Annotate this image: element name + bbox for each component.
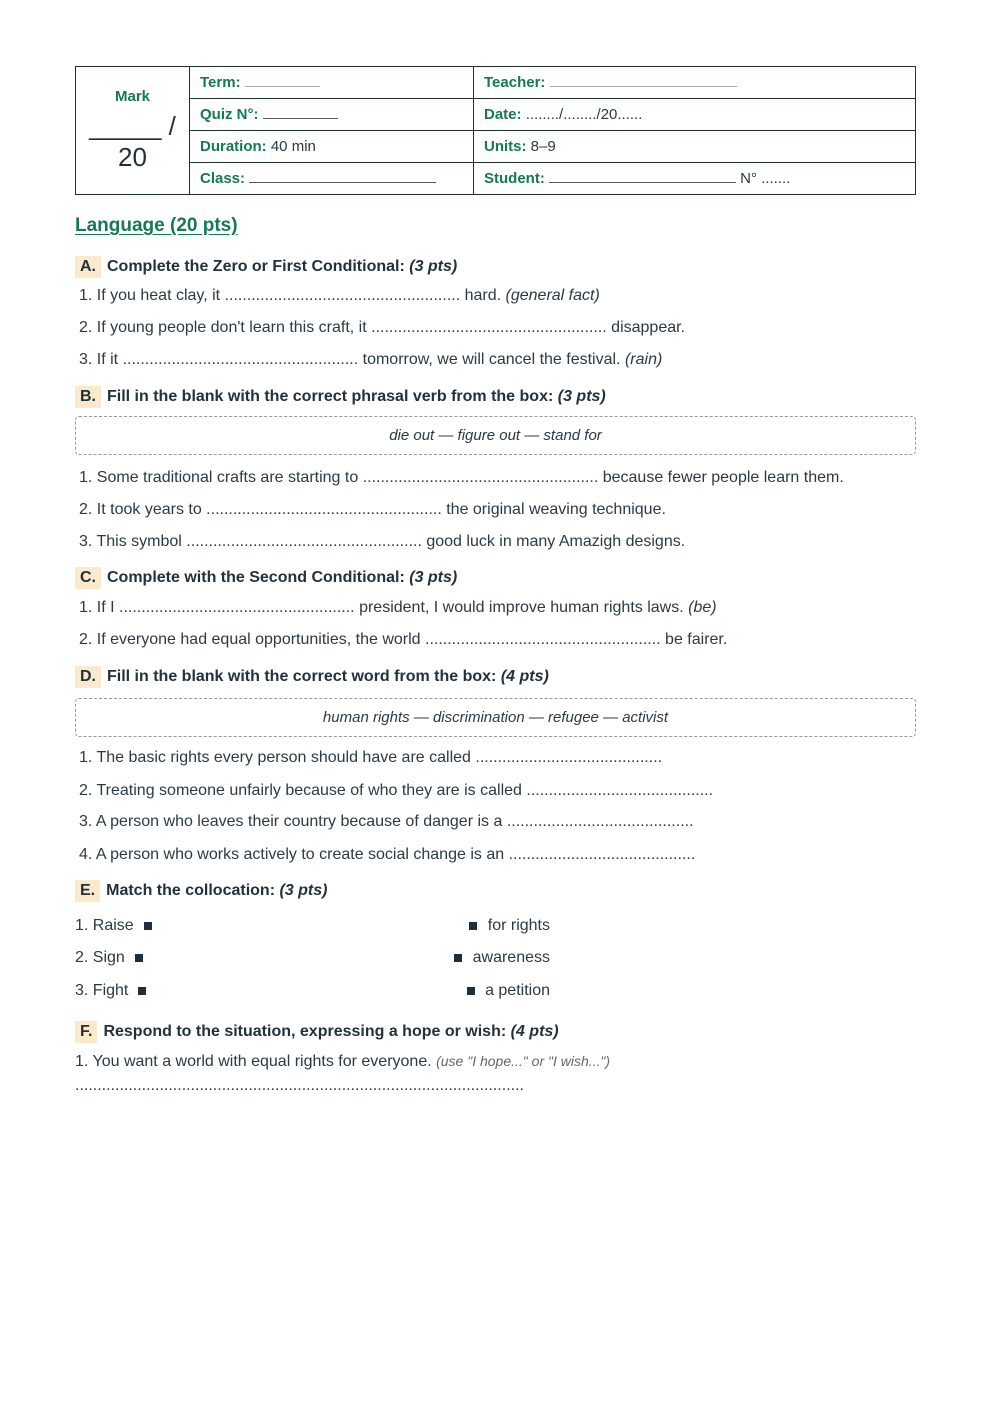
question-b-points: (3 pts) (557, 388, 606, 405)
question-letter: F. (75, 1021, 97, 1043)
list-item[interactable] (79, 599, 717, 617)
class-cell (190, 163, 474, 195)
header-table (75, 66, 916, 195)
match-left-label: 1. Raise (75, 917, 134, 934)
question-f-points: (4 pts) (510, 1023, 559, 1040)
question-letter: C. (75, 567, 101, 589)
item-hint: (rain) (624, 351, 663, 368)
match-left-label: 2. Sign (75, 949, 125, 966)
quiz-label: Quiz N°: (200, 106, 259, 123)
question-d-title: Fill in the blank with the correct word from the box: (107, 668, 497, 685)
match-right-item[interactable] (448, 949, 550, 967)
student-label: Student: (484, 170, 545, 187)
question-letter: D. (75, 666, 101, 688)
item-hint: (use "I hope..." or "I wish...") (436, 1053, 611, 1069)
item-text: 1. If you heat clay, it ..................................................... hard. (79, 287, 502, 304)
mark-cell (76, 67, 190, 195)
match-dot[interactable] (454, 954, 462, 962)
class-label: Class: (200, 170, 246, 187)
question-c-heading (75, 567, 457, 589)
question-letter: E. (75, 880, 100, 902)
match-dot[interactable] (467, 987, 475, 995)
item-hint: (general fact) (505, 287, 600, 304)
item-text: 2. If young people don't learn this craft, it ..................................................... disappear. (79, 319, 685, 336)
units-cell (474, 131, 916, 163)
list-item[interactable]: 4. A person who works actively to create social change is an .......................................... (79, 846, 696, 863)
list-item[interactable] (79, 287, 600, 305)
mark-score: _____ / 20 (89, 111, 176, 172)
date-label: Date: (484, 106, 522, 123)
question-f-heading (75, 1021, 559, 1043)
match-left-label: 3. Fight (75, 982, 129, 999)
duration-value: 40 min (270, 138, 316, 155)
teacher-label: Teacher: (484, 74, 546, 91)
question-c-points: (3 pts) (409, 569, 458, 586)
match-dot[interactable] (138, 987, 146, 995)
question-e-heading (75, 880, 327, 902)
list-item[interactable] (79, 631, 727, 649)
quiz-cell (190, 99, 474, 131)
item-hint: (be) (688, 599, 717, 616)
question-c-title: Complete with the Second Conditional: (107, 569, 405, 586)
question-f-title: Respond to the situation, expressing a hope or wish: (103, 1023, 507, 1040)
student-number[interactable]: N° ....... (740, 170, 791, 187)
match-left-item[interactable] (75, 949, 149, 967)
question-b-heading (75, 386, 606, 408)
answer-line[interactable]: ..................................................................................................... (75, 1077, 524, 1094)
units-value: 8–9 (530, 138, 556, 155)
teacher-field[interactable] (550, 74, 737, 87)
question-d-heading (75, 666, 549, 688)
list-item[interactable]: 1. The basic rights every person should have are called .......................................... (79, 749, 663, 766)
quiz-page (75, 66, 916, 237)
match-right-item[interactable] (463, 917, 550, 935)
word-box-b: die out — figure out — stand for (75, 416, 916, 455)
list-item[interactable]: 3. A person who leaves their country because of danger is a .......................................... (79, 813, 694, 830)
duration-cell (190, 131, 474, 163)
question-a-heading (75, 256, 457, 278)
item-text: 1. If I ..................................................... president, I would improve human rights laws. (79, 599, 684, 616)
term-cell (190, 67, 474, 99)
match-right-label: for rights (487, 917, 550, 934)
item-text: 1. You want a world with equal rights for everyone. (75, 1053, 432, 1070)
student-field[interactable] (549, 170, 736, 183)
quiz-field[interactable] (263, 106, 338, 119)
date-value[interactable]: ......../......../20...... (525, 106, 643, 123)
list-item[interactable]: 1. Some traditional crafts are starting to ..................................................... because fewer people learn them. (79, 469, 844, 486)
question-letter: A. (75, 256, 101, 278)
mark-label: Mark (114, 88, 151, 105)
teacher-cell (474, 67, 916, 99)
question-e-points: (3 pts) (279, 882, 328, 899)
match-right-label: awareness (472, 949, 550, 966)
date-cell (474, 99, 916, 131)
class-field[interactable] (249, 170, 436, 183)
question-letter: B. (75, 386, 101, 408)
question-a-title: Complete the Zero or First Conditional: (107, 258, 405, 275)
term-label: Term: (200, 74, 241, 91)
match-left-item[interactable] (75, 917, 158, 935)
section-title: Language (20 pts) (75, 215, 238, 236)
match-right-item[interactable] (461, 982, 550, 1000)
list-item[interactable]: 2. It took years to ..................................................... the original weaving technique. (79, 501, 666, 518)
term-field[interactable] (245, 74, 320, 87)
duration-label: Duration: (200, 138, 267, 155)
match-dot[interactable] (469, 922, 477, 930)
units-label: Units: (484, 138, 527, 155)
question-e-title: Match the collocation: (106, 882, 276, 899)
list-item[interactable] (79, 351, 662, 369)
item-text: 3. If it ..................................................... tomorrow, we will cancel the festival. (79, 351, 621, 368)
match-left-item[interactable] (75, 982, 152, 1000)
question-d-points: (4 pts) (500, 668, 549, 685)
match-right-label: a petition (485, 982, 550, 999)
word-box-d: human rights — discrimination — refugee — activist (75, 698, 916, 737)
student-cell (474, 163, 916, 195)
item-text: 2. If everyone had equal opportunities, the world ..................................................... be fairer. (79, 631, 728, 648)
match-dot[interactable] (135, 954, 143, 962)
list-item[interactable] (79, 319, 685, 337)
question-a-points: (3 pts) (409, 258, 458, 275)
match-dot[interactable] (144, 922, 152, 930)
list-item[interactable]: 3. This symbol ..................................................... good luck in many Amazigh designs. (79, 533, 686, 550)
question-b-title: Fill in the blank with the correct phrasal verb from the box: (107, 388, 554, 405)
list-item (75, 1053, 610, 1071)
list-item[interactable]: 2. Treating someone unfairly because of who they are is called .......................................... (79, 782, 714, 799)
